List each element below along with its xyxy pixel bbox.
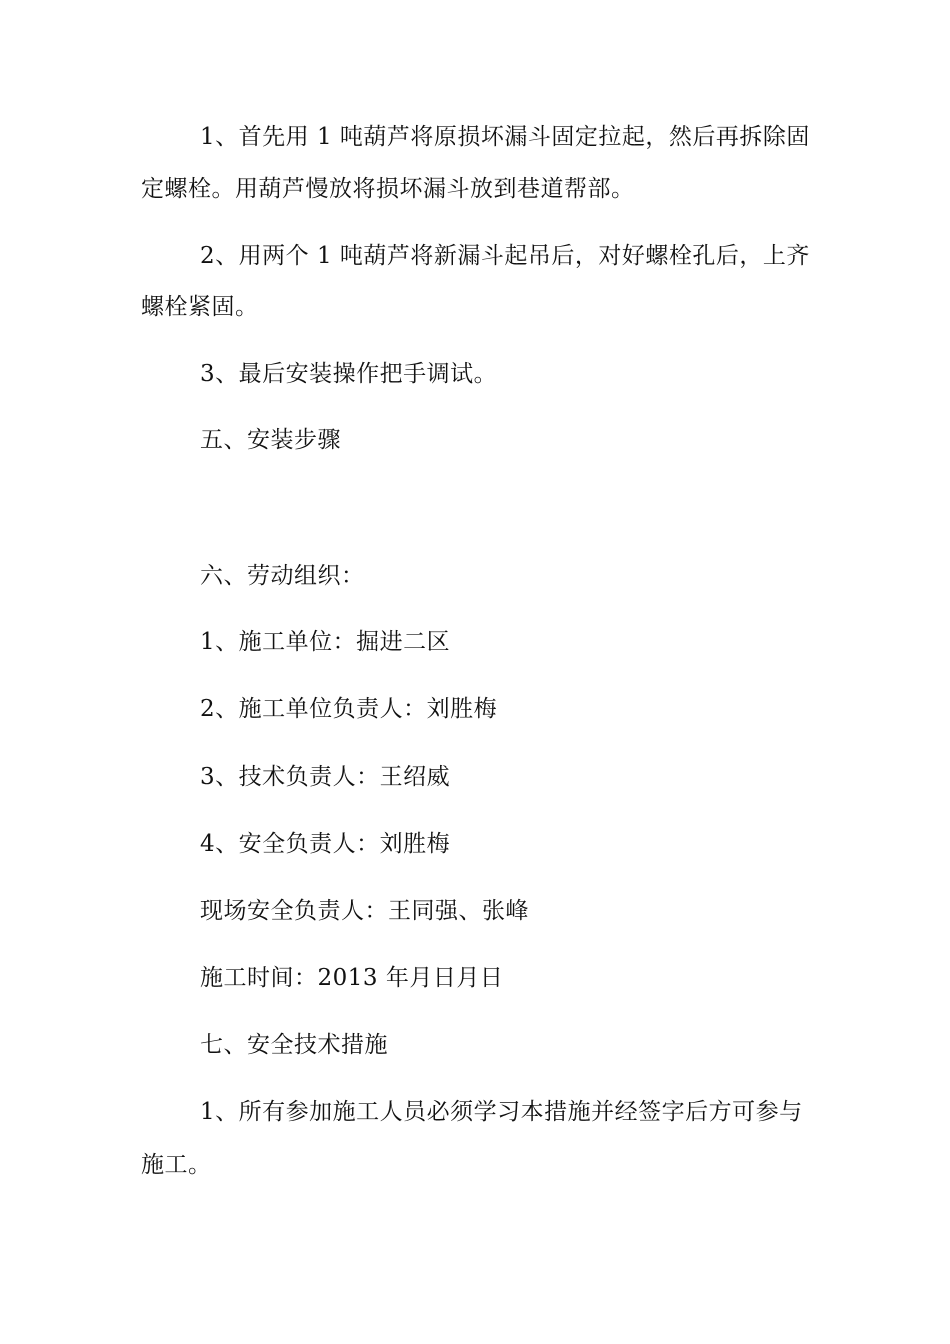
org-item-3: 3、技术负责人：王绍威 [200, 764, 451, 790]
safety-measure-1-line1: 1、所有参加施工人员必须学习本措施并经签字后方可参与 [200, 1099, 803, 1125]
section-heading-7: 七、安全技术措施 [200, 1032, 388, 1058]
paragraph-step2-line1: 2、用两个 1 吨葫芦将新漏斗起吊后，对好螺栓孔后，上齐 [200, 243, 810, 269]
paragraph-step1-line2: 定螺栓。用葫芦慢放将损坏漏斗放到巷道帮部。 [141, 176, 635, 202]
org-item-1: 1、施工单位：掘进二区 [200, 629, 451, 655]
construction-time: 施工时间：2013 年月日月日 [200, 965, 504, 991]
paragraph-step1-line1: 1、首先用 1 吨葫芦将原损坏漏斗固定拉起，然后再拆除固 [200, 124, 810, 150]
onsite-safety-lead: 现场安全负责人：王同强、张峰 [200, 898, 529, 924]
section-heading-5: 五、安装步骤 [200, 427, 341, 453]
org-item-4: 4、安全负责人：刘胜梅 [200, 831, 451, 857]
safety-measure-1-line2: 施工。 [141, 1152, 212, 1178]
org-item-2: 2、施工单位负责人：刘胜梅 [200, 696, 498, 722]
section-heading-6: 六、劳动组织： [200, 563, 365, 589]
paragraph-step2-line2: 螺栓紧固。 [141, 294, 259, 320]
paragraph-step3: 3、最后安装操作把手调试。 [200, 361, 498, 387]
